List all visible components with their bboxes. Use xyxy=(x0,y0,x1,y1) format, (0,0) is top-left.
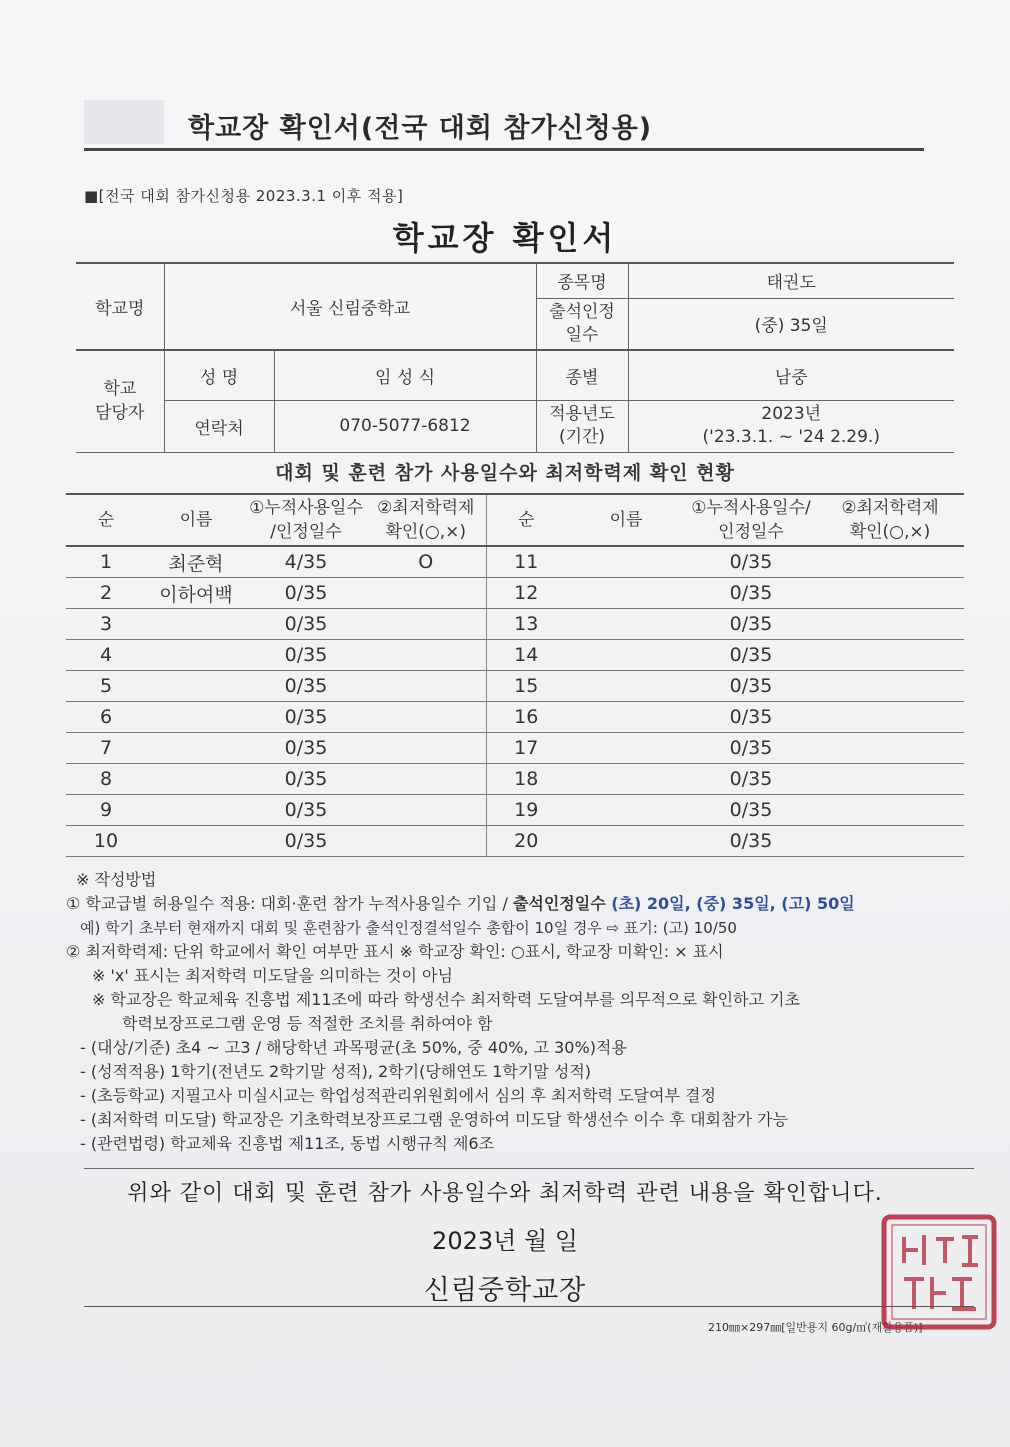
row-name xyxy=(146,826,246,857)
row-no: 8 xyxy=(66,764,146,795)
paper-size-note: 210㎜×297㎜[일반용지 60g/㎡(재활용품)] xyxy=(708,1321,923,1334)
row-acad xyxy=(366,826,486,857)
row-name xyxy=(146,764,246,795)
manager-label-1: 학교 xyxy=(103,379,137,400)
row-name-right xyxy=(566,609,686,640)
row-acad-right xyxy=(816,640,964,671)
section-title: 대회 및 훈련 참가 사용일수와 최저학력제 확인 현황 xyxy=(275,462,735,484)
row-used: 0/35 xyxy=(246,764,366,795)
row-no: 1 xyxy=(66,546,146,578)
row-name: 최준혁 xyxy=(146,546,246,578)
attendance-label xyxy=(536,298,628,350)
name-label: 성 명 xyxy=(164,350,274,400)
row-acad-right xyxy=(816,733,964,764)
table-row xyxy=(66,640,964,671)
row-no: 10 xyxy=(66,826,146,857)
sport-value: 태권도 xyxy=(628,263,954,298)
attendance-label-1: 출석인정 xyxy=(549,301,615,322)
detail-grades: - (성적적용) 1학기(전년도 2학기말 성적), 2학기(당해연도 1학기말 성적) xyxy=(80,1062,592,1081)
col-header-name: 이름 xyxy=(146,494,246,546)
official-seal-stamp xyxy=(880,1213,998,1331)
row-used: 0/35 xyxy=(246,826,366,857)
main-title: 학교장 확인서 xyxy=(392,219,618,257)
row-name-right xyxy=(566,733,686,764)
bottom-rule xyxy=(84,1306,974,1307)
row-name-right xyxy=(566,546,686,578)
table-row xyxy=(66,546,964,578)
row-name-right xyxy=(566,764,686,795)
col-header-acad-2: 확인(○,×) xyxy=(385,522,467,542)
top-rule xyxy=(84,148,924,151)
row-no-right: 19 xyxy=(486,795,566,826)
period-text: ('23.3.1. ~ '24 2.29.) xyxy=(702,427,880,447)
row-used-right: 0/35 xyxy=(686,826,816,857)
row-no: 3 xyxy=(66,609,146,640)
row-name xyxy=(146,609,246,640)
attendance-value: (중) 35일 xyxy=(628,298,954,350)
col-header-acad-right-1: ②최저학력제 xyxy=(841,498,939,518)
row-acad-right xyxy=(816,826,964,857)
row-name-right xyxy=(566,795,686,826)
row-no-right: 20 xyxy=(486,826,566,857)
note-1-emphasis: 출석인정일수 xyxy=(512,894,606,913)
row-no-right: 17 xyxy=(486,733,566,764)
row-used-right: 0/35 xyxy=(686,640,816,671)
row-name-right xyxy=(566,671,686,702)
category-label: 종별 xyxy=(536,350,628,400)
row-acad: O xyxy=(366,546,486,578)
row-used-right: 0/35 xyxy=(686,702,816,733)
row-acad xyxy=(366,578,486,609)
row-no: 2 xyxy=(66,578,146,609)
col-header-used-right xyxy=(686,494,816,546)
col-header-name-right: 이름 xyxy=(566,494,686,546)
attendance-label-2: 일수 xyxy=(565,324,599,345)
detail-target: - (대상/기준) 초4 ~ 고3 / 해당학년 과목평균(초 50%, 중 40%, 고 30%)적용 xyxy=(80,1038,627,1057)
row-acad xyxy=(366,609,486,640)
writing-instructions xyxy=(66,868,976,1156)
note-2: ② 최저학력제: 단위 학교에서 확인 여부만 표시 ※ 학교장 확인: ○표시, 학교장 미확인: × 표시 xyxy=(66,942,724,961)
row-acad-right xyxy=(816,578,964,609)
school-name-label: 학교명 xyxy=(76,263,164,350)
row-no-right: 16 xyxy=(486,702,566,733)
detail-unmet: - (최저학력 미도달) 학교장은 기초학력보장프로그램 운영하여 미도달 학생선수 이수 후 대회참가 가능 xyxy=(80,1110,788,1129)
row-acad-right xyxy=(816,702,964,733)
row-used: 0/35 xyxy=(246,609,366,640)
school-name-value: 서울 신림중학교 xyxy=(164,263,536,350)
row-name: 이하여백 xyxy=(146,578,246,609)
row-no: 9 xyxy=(66,795,146,826)
row-used-right: 0/35 xyxy=(686,795,816,826)
usage-rows xyxy=(66,546,964,857)
row-used: 0/35 xyxy=(246,640,366,671)
row-used: 0/35 xyxy=(246,578,366,609)
row-acad xyxy=(366,733,486,764)
col-header-used-right-2: 인정일수 xyxy=(718,522,784,542)
row-used: 0/35 xyxy=(246,733,366,764)
row-no: 7 xyxy=(66,733,146,764)
row-no-right: 14 xyxy=(486,640,566,671)
note-2-a: ※ 'x' 표시는 최저학력 미도달을 의미하는 것이 아님 xyxy=(92,966,453,985)
note-2-b2: 학력보장프로그램 운영 등 적절한 조치를 취하여야 함 xyxy=(122,1014,493,1033)
col-header-used xyxy=(246,494,366,546)
notice-line: ■[전국 대회 참가신청용 2023.3.1 이후 적용] xyxy=(84,187,404,205)
header-info-table xyxy=(76,262,954,453)
row-no-right: 18 xyxy=(486,764,566,795)
table-row xyxy=(66,702,964,733)
principal-signature: 신림중학교장 xyxy=(423,1275,587,1306)
note-1 xyxy=(66,892,976,916)
row-used-right: 0/35 xyxy=(686,733,816,764)
detail-elementary: - (초등학교) 지필고사 미실시교는 학업성적관리위원회에서 심의 후 최저학력 도달여부 결정 xyxy=(80,1086,716,1105)
row-used: 0/35 xyxy=(246,702,366,733)
mid-rule xyxy=(84,1168,974,1169)
contact-value: 070-5077-6812 xyxy=(274,400,536,452)
confirmation-statement: 위와 같이 대회 및 훈련 참가 사용일수와 최저학력 관련 내용을 확인합니다. xyxy=(127,1181,883,1206)
row-acad-right xyxy=(816,546,964,578)
sport-label: 종목명 xyxy=(536,263,628,298)
row-used: 0/35 xyxy=(246,671,366,702)
col-header-no-right: 순 xyxy=(486,494,566,546)
category-value: 남중 xyxy=(628,350,954,400)
row-name xyxy=(146,671,246,702)
row-name-right xyxy=(566,578,686,609)
year-label xyxy=(536,400,628,452)
row-name xyxy=(146,795,246,826)
row-acad-right xyxy=(816,609,964,640)
col-header-acad xyxy=(366,494,486,546)
row-name-right xyxy=(566,826,686,857)
row-no: 4 xyxy=(66,640,146,671)
row-name-right xyxy=(566,640,686,671)
col-header-used-2: /인정일수 xyxy=(270,522,342,542)
row-no-right: 15 xyxy=(486,671,566,702)
signature-date: 2023년 월 일 xyxy=(432,1227,578,1255)
row-no-right: 13 xyxy=(486,609,566,640)
col-header-acad-1: ②최저학력제 xyxy=(377,498,475,518)
table-row xyxy=(66,733,964,764)
row-no: 6 xyxy=(66,702,146,733)
note-1-example: 예) 학기 초부터 현재까지 대회 및 훈련참가 출석인정결석일수 총합이 10일 경우 ⇨ 표기: (고) 10/50 xyxy=(80,919,737,937)
manager-label-2: 담당자 xyxy=(95,403,145,424)
table-row xyxy=(66,795,964,826)
col-header-acad-right-2: 확인(○,×) xyxy=(849,522,931,542)
manager-label xyxy=(76,350,164,452)
row-name-right xyxy=(566,702,686,733)
row-used-right: 0/35 xyxy=(686,546,816,578)
row-acad xyxy=(366,640,486,671)
scan-blot xyxy=(84,100,164,144)
row-acad xyxy=(366,671,486,702)
row-acad xyxy=(366,795,486,826)
name-value: 임 성 식 xyxy=(274,350,536,400)
table-row xyxy=(66,826,964,857)
note-1-text: ① 학교급별 허용일수 적용: 대회·훈련 참가 누적사용일수 기입 / xyxy=(66,894,513,913)
col-header-no: 순 xyxy=(66,494,146,546)
row-name xyxy=(146,733,246,764)
contact-label: 연락처 xyxy=(164,400,274,452)
row-name xyxy=(146,702,246,733)
col-header-acad-right xyxy=(816,494,964,546)
year-value xyxy=(628,400,954,452)
row-acad-right xyxy=(816,764,964,795)
row-used-right: 0/35 xyxy=(686,578,816,609)
row-no-right: 12 xyxy=(486,578,566,609)
detail-law: - (관련법령) 학교체육 진흥법 제11조, 동법 시행규칙 제6조 xyxy=(80,1134,495,1153)
row-used-right: 0/35 xyxy=(686,764,816,795)
year-label-1: 적용년도 xyxy=(549,404,615,424)
year-text: 2023년 xyxy=(761,404,822,424)
note-1-limits: (초) 20일, (중) 35일, (고) 50일 xyxy=(605,894,855,913)
row-acad-right xyxy=(816,671,964,702)
table-row xyxy=(66,764,964,795)
usage-table xyxy=(66,493,964,857)
document-heading: 학교장 확인서(전국 대회 참가신청용) xyxy=(188,113,653,144)
table-row xyxy=(66,578,964,609)
year-label-2: (기간) xyxy=(558,427,606,447)
note-2-b1: ※ 학교장은 학교체육 진흥법 제11조에 따라 학생선수 최저학력 도달여부를 의무적으로 확인하고 기초 xyxy=(92,990,800,1009)
row-acad-right xyxy=(816,795,964,826)
row-no-right: 11 xyxy=(486,546,566,578)
table-row xyxy=(66,609,964,640)
col-header-used-right-1: ①누적사용일수/ xyxy=(691,498,811,518)
row-acad xyxy=(366,764,486,795)
notes-heading: ※ 작성방법 xyxy=(76,870,157,889)
row-used-right: 0/35 xyxy=(686,671,816,702)
row-no: 5 xyxy=(66,671,146,702)
row-used-right: 0/35 xyxy=(686,609,816,640)
row-used: 0/35 xyxy=(246,795,366,826)
row-name xyxy=(146,640,246,671)
row-acad xyxy=(366,702,486,733)
col-header-used-1: ①누적사용일수 xyxy=(249,498,363,518)
table-row xyxy=(66,671,964,702)
row-used: 4/35 xyxy=(246,546,366,578)
